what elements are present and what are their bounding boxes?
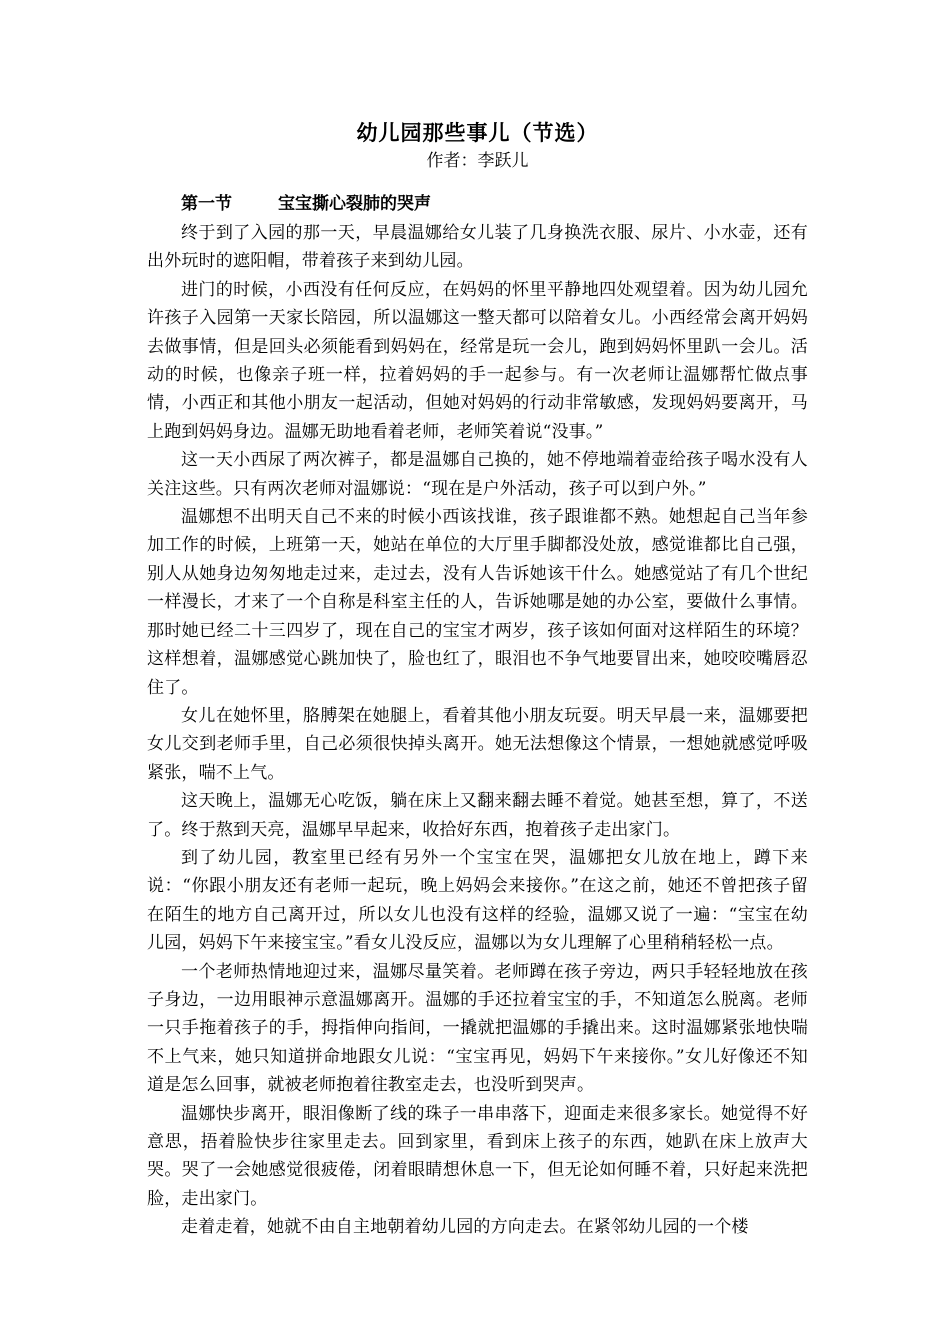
paragraph: 温娜快步离开，眼泪像断了线的珠子一串串落下，迎面走来很多家长。她觉得不好意思，捂着脸快步往家里走去。回到家里，看到床上孩子的东西，她趴在床上放声大哭。哭了一会她感觉很疲倦，闭着眼睛想休息一下，但无论如何睡不着，只好起来洗把脸，走出家门。 — [147, 1103, 808, 1209]
document-author: 作者：李跃儿 — [426, 151, 529, 171]
paragraph: 走着走着，她就不由自主地朝着幼儿园的方向走去。在紧邻幼儿园的一个楼 — [181, 1217, 749, 1238]
paragraph: 到了幼儿园，教室里已经有另外一个宝宝在哭，温娜把女儿放在地上，蹲下来说：“你跟小朋友还有老师一起玩，晚上妈妈会来接你。”在这之前，她还不曾把孩子留在陌生的地方自己离开过，所以女儿也没有这样的经验，温娜又说了一遍：“宝宝在幼儿园，妈妈下午来接宝宝。”看女儿没反应，温娜以为女儿理解了心里稍稍轻松一点。 — [147, 847, 808, 954]
section-number: 第一节 — [181, 194, 232, 214]
paragraph: 一个老师热情地迎过来，温娜尽量笑着。老师蹲在孩子旁边，两只手轻轻地放在孩子身边，一边用眼神示意温娜离开。温娜的手还拉着宝宝的手，不知道怎么脱离。老师一只手拖着孩子的手，拇指伸向指间，一撬就把温娜的手撬出来。这时温娜紧张地快喘不上气来，她只知道拼命地跟女儿说：“宝宝再见，妈妈下午来接你。”女儿好像还不知道是怎么回事，就被老师抱着往教室走去，也没听到哭声。 — [147, 961, 808, 1096]
paragraph: 温娜想不出明天自己不来的时候小西该找谁，孩子跟谁都不熟。她想起自己当年参加工作的时候，上班第一天，她站在单位的大厅里手脚都没处放，感觉谁都比自己强，别人从她身边匆匆地走过来，走过去，没有人告诉她该干什么。她感觉站了有几个世纪一样漫长，才来了一个自称是科室主任的人，告诉她哪是她的办公室，要做什么事情。那时她已经二十三四岁了，现在自己的宝宝才两岁，孩子该如何面对这样陌生的环境？这样想着，温娜感觉心跳加快了，脸也红了，眼泪也不争气地要冒出来，她咬咬嘴唇忍住了。 — [147, 507, 808, 698]
paragraph: 女儿在她怀里，胳膊架在她腿上，看着其他小朋友玩耍。明天早晨一来，温娜要把女儿交到老师手里，自己必须很快掉头离开。她无法想像这个情景，一想她就感觉呼吸紧张，喘不上气。 — [147, 705, 808, 783]
paragraph: 进门的时候，小西没有任何反应，在妈妈的怀里平静地四处观望着。因为幼儿园允许孩子入园第一天家长陪园，所以温娜这一整天都可以陪着女儿。小西经常会离开妈妈去做事情，但是回头必须能看到妈妈在，经常是玩一会儿，跑到妈妈怀里趴一会儿。活动的时候，也像亲子班一样，拉着妈妈的手一起参与。有一次老师让温娜帮忙做点事情，小西正和其他小朋友一起活动，但她对妈妈的行动非常敏感，发现妈妈要离开，马上跑到妈妈身边。温娜无助地看着老师，老师笑着说“没事。” — [147, 279, 808, 442]
document-title: 幼儿园那些事儿（节选） — [356, 120, 599, 145]
paragraph: 终于到了入园的那一天，早晨温娜给女儿装了几身换洗衣服、尿片、小水壶，还有出外玩时的遮阳帽，带着孩子来到幼儿园。 — [147, 223, 808, 272]
paragraph: 这天晚上，温娜无心吃饭，躺在床上又翻来翻去睡不着觉。她甚至想，算了，不送了。终于熬到天亮，温娜早早起来，收拾好东西，抱着孩子走出家门。 — [147, 791, 808, 840]
section-title: 宝宝撕心裂肺的哭声 — [278, 194, 431, 214]
paragraph: 这一天小西尿了两次裤子，都是温娜自己换的，她不停地端着壶给孩子喝水没有人关注这些。只有两次老师对温娜说：“现在是户外活动，孩子可以到户外。” — [147, 450, 808, 499]
section-heading — [147, 190, 808, 219]
document-page — [147, 118, 808, 1242]
